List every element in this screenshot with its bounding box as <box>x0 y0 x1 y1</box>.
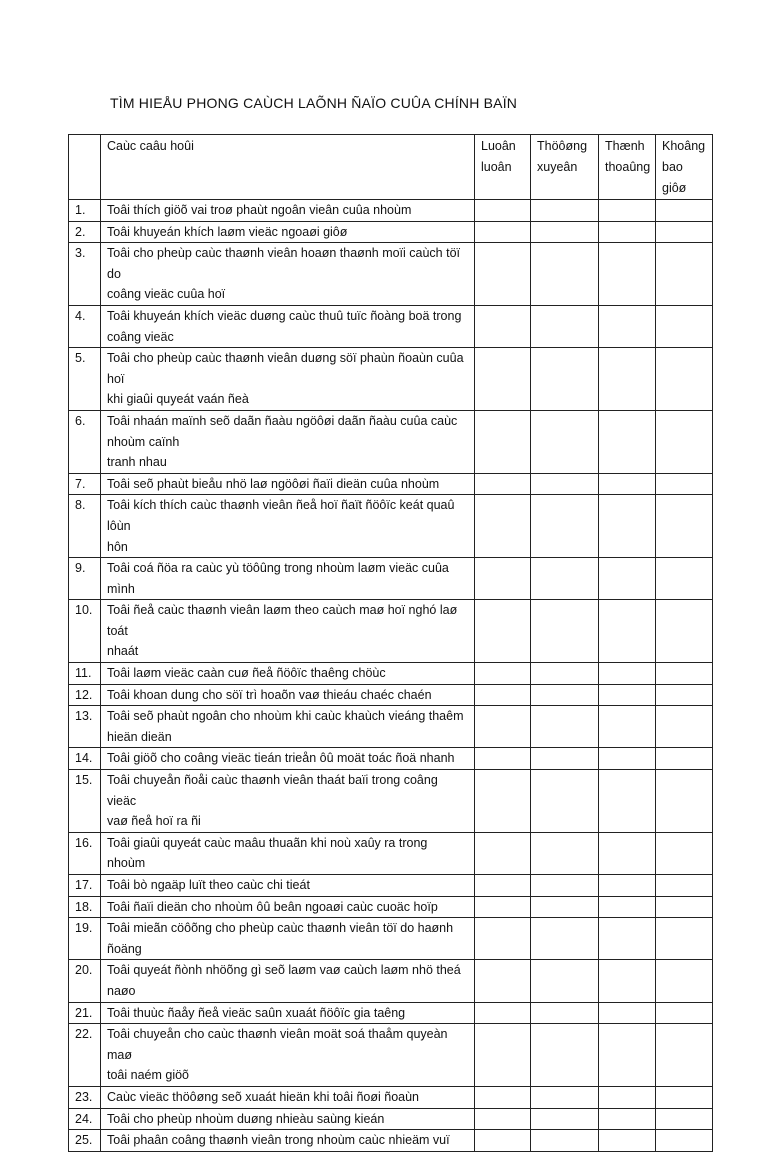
header-option-line: Luoân <box>481 139 516 153</box>
answer-cell-never[interactable] <box>656 305 713 347</box>
question-number: 8. <box>69 495 101 558</box>
leadership-style-table <box>68 134 713 1152</box>
question-text-line: hôn <box>107 539 128 554</box>
answer-cell-sometimes[interactable] <box>599 200 656 222</box>
question-number: 3. <box>69 243 101 306</box>
answer-cell-often[interactable] <box>531 495 599 558</box>
table-row <box>69 770 713 833</box>
question-text <box>101 1108 475 1130</box>
question-number: 6. <box>69 410 101 473</box>
table-row <box>69 1086 713 1108</box>
question-number: 16. <box>69 832 101 874</box>
table-row <box>69 1024 713 1087</box>
answer-cell-sometimes[interactable] <box>599 918 656 960</box>
table-row <box>69 1002 713 1024</box>
header-option-always <box>475 135 531 200</box>
answer-cell-always[interactable] <box>475 706 531 748</box>
table-row <box>69 243 713 306</box>
answer-cell-sometimes[interactable] <box>599 473 656 495</box>
answer-cell-never[interactable] <box>656 348 713 411</box>
answer-cell-often[interactable] <box>531 200 599 222</box>
question-text <box>101 1086 475 1108</box>
answer-cell-often[interactable] <box>531 1086 599 1108</box>
question-number: 12. <box>69 684 101 706</box>
answer-cell-often[interactable] <box>531 748 599 770</box>
question-text <box>101 243 475 306</box>
question-text-line: tranh nhau <box>107 455 167 470</box>
answer-cell-always[interactable] <box>475 600 531 663</box>
answer-cell-always[interactable] <box>475 558 531 600</box>
question-number: 9. <box>69 558 101 600</box>
header-questions: Caùc caâu hoûi <box>101 135 475 200</box>
answer-cell-never[interactable] <box>656 200 713 222</box>
question-text-line: Toâi phaân coâng thaønh vieân trong nhoùm caùc nhieäm vuï <box>107 1133 450 1148</box>
header-row <box>69 135 713 200</box>
answer-cell-always[interactable] <box>475 748 531 770</box>
answer-cell-often[interactable] <box>531 243 599 306</box>
answer-cell-sometimes[interactable] <box>599 832 656 874</box>
question-number: 14. <box>69 748 101 770</box>
answer-cell-never[interactable] <box>656 875 713 897</box>
table-row <box>69 684 713 706</box>
question-text-line: Toâi mieãn cöôõng cho pheùp caùc thaønh vieân töï do haønh <box>107 921 454 936</box>
header-option-line: Thænh <box>605 139 645 153</box>
header-option-sometimes <box>599 135 656 200</box>
header-option-line: luoân <box>481 160 512 174</box>
answer-cell-never[interactable] <box>656 1024 713 1087</box>
answer-cell-sometimes[interactable] <box>599 1024 656 1087</box>
answer-cell-always[interactable] <box>475 495 531 558</box>
answer-cell-never[interactable] <box>656 684 713 706</box>
answer-cell-often[interactable] <box>531 600 599 663</box>
question-text-line: khi giaûi quyeát vaán ñeà <box>107 392 249 407</box>
answer-cell-sometimes[interactable] <box>599 896 656 918</box>
table-row <box>69 896 713 918</box>
question-text-line: Toâi chuyeån cho caùc thaønh vieân moät soá thaåm quyeàn maø <box>107 1027 448 1062</box>
question-text-line: Toâi thích giöõ vai troø phaùt ngoân vieân cuûa nhoùm <box>107 203 412 217</box>
answer-cell-sometimes[interactable] <box>599 600 656 663</box>
question-text <box>101 348 475 411</box>
answer-cell-always[interactable] <box>475 663 531 685</box>
table-row <box>69 1130 713 1152</box>
answer-cell-often[interactable] <box>531 348 599 411</box>
question-number: 10. <box>69 600 101 663</box>
question-text <box>101 896 475 918</box>
header-option-line: Thöôøng <box>537 139 588 153</box>
table-row <box>69 918 713 960</box>
answer-cell-often[interactable] <box>531 706 599 748</box>
answer-cell-often[interactable] <box>531 473 599 495</box>
table-row <box>69 495 713 558</box>
table-row <box>69 410 713 473</box>
question-number: 20. <box>69 960 101 1002</box>
answer-cell-always[interactable] <box>475 305 531 347</box>
question-number: 19. <box>69 918 101 960</box>
answer-cell-often[interactable] <box>531 221 599 243</box>
question-number: 13. <box>69 706 101 748</box>
answer-cell-never[interactable] <box>656 600 713 663</box>
header-option-line: bao <box>662 160 683 174</box>
question-text-line: Toâi cho pheùp caùc thaønh vieân hoaøn thaønh moïi caùch töï do <box>107 246 461 281</box>
question-text <box>101 473 475 495</box>
answer-cell-often[interactable] <box>531 832 599 874</box>
answer-cell-sometimes[interactable] <box>599 348 656 411</box>
question-text <box>101 221 475 243</box>
answer-cell-sometimes[interactable] <box>599 960 656 1002</box>
table-row <box>69 600 713 663</box>
question-text <box>101 918 475 960</box>
answer-cell-always[interactable] <box>475 348 531 411</box>
table-row <box>69 221 713 243</box>
question-number: 21. <box>69 1002 101 1024</box>
question-text-line: Toâi thuùc ñaåy ñeå vieäc saûn xuaát ñöôïc gia taêng <box>107 1005 406 1020</box>
answer-cell-always[interactable] <box>475 1130 531 1152</box>
answer-cell-never[interactable] <box>656 1002 713 1024</box>
answer-cell-always[interactable] <box>475 770 531 833</box>
question-text-line: Toâi cho pheùp nhoùm duøng nhieàu saùng kieán <box>107 1111 385 1126</box>
question-text <box>101 960 475 1002</box>
answer-cell-never[interactable] <box>656 1108 713 1130</box>
answer-cell-sometimes[interactable] <box>599 663 656 685</box>
answer-cell-often[interactable] <box>531 896 599 918</box>
answer-cell-never[interactable] <box>656 663 713 685</box>
answer-cell-never[interactable] <box>656 832 713 874</box>
answer-cell-never[interactable] <box>656 960 713 1002</box>
question-text <box>101 200 475 222</box>
answer-cell-often[interactable] <box>531 918 599 960</box>
table-row <box>69 200 713 222</box>
answer-cell-sometimes[interactable] <box>599 875 656 897</box>
question-number: 22. <box>69 1024 101 1087</box>
answer-cell-always[interactable] <box>475 896 531 918</box>
question-text-line: Toâi khuyeán khích laøm vieäc ngoaøi giôø <box>107 224 348 239</box>
answer-cell-often[interactable] <box>531 558 599 600</box>
answer-cell-always[interactable] <box>475 960 531 1002</box>
question-text <box>101 1024 475 1087</box>
question-text-line: Toâi cho pheùp caùc thaønh vieân duøng söï phaùn ñoaùn cuûa hoï <box>107 351 464 386</box>
question-text <box>101 410 475 473</box>
page-title: TÌM HIEÅU PHONG CAÙCH LAÕNH ÑAÏO CUÛA CHÍNH BAÏN <box>110 95 518 111</box>
answer-cell-sometimes[interactable] <box>599 684 656 706</box>
table-row <box>69 960 713 1002</box>
question-number: 5. <box>69 348 101 411</box>
answer-cell-never[interactable] <box>656 558 713 600</box>
question-text-line: Toâi khoan dung cho söï trì hoaõn vaø thieáu chaéc chaén <box>107 687 432 702</box>
answer-cell-never[interactable] <box>656 243 713 306</box>
question-text <box>101 495 475 558</box>
answer-cell-often[interactable] <box>531 960 599 1002</box>
question-text <box>101 663 475 685</box>
answer-cell-often[interactable] <box>531 305 599 347</box>
question-text-line: Toâi coá ñöa ra caùc yù töôûng trong nhoùm laøm vieäc cuûa mình <box>107 561 449 596</box>
question-text-line: Toâi seõ phaùt bieåu nhö laø ngöôøi ñaïi dieän cuûa nhoùm <box>107 476 440 491</box>
answer-cell-often[interactable] <box>531 1130 599 1152</box>
table-row <box>69 706 713 748</box>
answer-cell-always[interactable] <box>475 410 531 473</box>
answer-cell-sometimes[interactable] <box>599 770 656 833</box>
answer-cell-sometimes[interactable] <box>599 1086 656 1108</box>
question-rows <box>69 200 713 1152</box>
header-option-never <box>656 135 713 200</box>
question-text-line: ñoäng <box>107 941 142 956</box>
question-text-line: toâi naém giöõ <box>107 1068 190 1083</box>
question-text <box>101 600 475 663</box>
table-row <box>69 305 713 347</box>
header-option-line: Khoâng <box>662 139 706 153</box>
question-text <box>101 684 475 706</box>
question-text-line: vaø ñeå hoï ra ñi <box>107 814 201 829</box>
header-option-line: giôø <box>662 181 687 195</box>
question-number: 24. <box>69 1108 101 1130</box>
table-row <box>69 558 713 600</box>
question-text-line: Toâi khuyeán khích vieäc duøng caùc thuû tuïc ñoàng boä trong <box>107 308 462 323</box>
question-text <box>101 875 475 897</box>
header-option-often <box>531 135 599 200</box>
header-number <box>69 135 101 200</box>
answer-cell-sometimes[interactable] <box>599 221 656 243</box>
answer-cell-never[interactable] <box>656 473 713 495</box>
question-text <box>101 706 475 748</box>
question-text-line: nhaát <box>107 644 139 659</box>
question-number: 25. <box>69 1130 101 1152</box>
answer-cell-often[interactable] <box>531 875 599 897</box>
question-text-line: Toâi giaûi quyeát caùc maâu thuaãn khi noù xaûy ra trong nhoùm <box>107 835 428 871</box>
answer-cell-often[interactable] <box>531 1108 599 1130</box>
answer-cell-always[interactable] <box>475 684 531 706</box>
answer-cell-never[interactable] <box>656 896 713 918</box>
answer-cell-never[interactable] <box>656 918 713 960</box>
table-row <box>69 875 713 897</box>
answer-cell-sometimes[interactable] <box>599 1002 656 1024</box>
answer-cell-always[interactable] <box>475 875 531 897</box>
answer-cell-always[interactable] <box>475 1086 531 1108</box>
question-text-line: Toâi laøm vieäc caàn cuø ñeå ñöôïc thaêng chöùc <box>107 666 386 681</box>
answer-cell-always[interactable] <box>475 1108 531 1130</box>
answer-cell-often[interactable] <box>531 663 599 685</box>
question-text-line: Toâi seõ phaùt ngoân cho nhoùm khi caùc khaùch vieáng thaêm <box>107 709 464 724</box>
answer-cell-often[interactable] <box>531 684 599 706</box>
question-number: 17. <box>69 875 101 897</box>
question-text-line: hieän dieän <box>107 729 172 744</box>
header-option-line: thoaûng <box>605 160 651 174</box>
table-row <box>69 748 713 770</box>
question-text-line: coâng vieäc cuûa hoï <box>107 287 226 302</box>
answer-cell-always[interactable] <box>475 1024 531 1087</box>
answer-cell-sometimes[interactable] <box>599 243 656 306</box>
answer-cell-often[interactable] <box>531 770 599 833</box>
question-text-line: Caùc vieäc thöôøng seõ xuaát hieän khi toâi ñoøi ñoaùn <box>107 1089 420 1104</box>
question-number: 18. <box>69 896 101 918</box>
question-text-line: Toâi bò ngaäp luït theo caùc chi tieát <box>107 878 310 892</box>
question-text-line: coâng vieäc <box>107 329 174 344</box>
question-text-line: Toâi ñaïi dieän cho nhoùm ôû beân ngoaøi caùc cuoäc hoïp <box>107 899 438 914</box>
question-number: 4. <box>69 305 101 347</box>
question-text <box>101 832 475 874</box>
answer-cell-sometimes[interactable] <box>599 706 656 748</box>
question-text-line: Toâi giöõ cho coâng vieäc tieán trieån ôû moät toác ñoä nhanh <box>107 751 455 766</box>
answer-cell-never[interactable] <box>656 1086 713 1108</box>
question-text-line: Toâi ñeå caùc thaønh vieân laøm theo caùch maø hoï nghó laø toát <box>107 603 458 638</box>
table-row <box>69 663 713 685</box>
answer-cell-sometimes[interactable] <box>599 410 656 473</box>
answer-cell-sometimes[interactable] <box>599 748 656 770</box>
answer-cell-never[interactable] <box>656 221 713 243</box>
question-text <box>101 558 475 600</box>
answer-cell-often[interactable] <box>531 1024 599 1087</box>
question-number: 11. <box>69 663 101 685</box>
table-row <box>69 1108 713 1130</box>
answer-cell-always[interactable] <box>475 473 531 495</box>
question-text <box>101 770 475 833</box>
question-number: 2. <box>69 221 101 243</box>
answer-cell-sometimes[interactable] <box>599 558 656 600</box>
table-row <box>69 473 713 495</box>
answer-cell-never[interactable] <box>656 706 713 748</box>
question-number: 23. <box>69 1086 101 1108</box>
answer-cell-always[interactable] <box>475 243 531 306</box>
answer-cell-never[interactable] <box>656 1130 713 1152</box>
answer-cell-always[interactable] <box>475 200 531 222</box>
question-text-line: Toâi nhaán maïnh seõ daãn ñaàu ngöôøi daãn ñaàu cuûa caùc nhoùm caïnh <box>107 413 458 449</box>
question-number: 7. <box>69 473 101 495</box>
table-row <box>69 348 713 411</box>
answer-cell-always[interactable] <box>475 1002 531 1024</box>
answer-cell-sometimes[interactable] <box>599 1108 656 1130</box>
question-text-line: Toâi chuyeån ñoåi caùc thaønh vieân thaát baïi trong coâng vieäc <box>107 773 438 808</box>
answer-cell-sometimes[interactable] <box>599 1130 656 1152</box>
answer-cell-always[interactable] <box>475 221 531 243</box>
question-text-line: Toâi quyeát ñònh nhöõng gì seõ laøm vaø caùch laøm nhö theá naøo <box>107 963 461 998</box>
answer-cell-often[interactable] <box>531 1002 599 1024</box>
question-text <box>101 748 475 770</box>
answer-cell-always[interactable] <box>475 918 531 960</box>
table-row <box>69 832 713 874</box>
answer-cell-always[interactable] <box>475 832 531 874</box>
answer-cell-never[interactable] <box>656 410 713 473</box>
question-text <box>101 1002 475 1024</box>
answer-cell-never[interactable] <box>656 770 713 833</box>
answer-cell-never[interactable] <box>656 748 713 770</box>
header-option-line: xuyeân <box>537 160 578 174</box>
answer-cell-sometimes[interactable] <box>599 495 656 558</box>
answer-cell-often[interactable] <box>531 410 599 473</box>
question-number: 1. <box>69 200 101 222</box>
question-text <box>101 305 475 347</box>
question-text <box>101 1130 475 1152</box>
answer-cell-never[interactable] <box>656 495 713 558</box>
answer-cell-sometimes[interactable] <box>599 305 656 347</box>
question-text-line: Toâi kích thích caùc thaønh vieân ñeå hoï ñaït ñöôïc keát quaû lôùn <box>107 498 455 533</box>
question-number: 15. <box>69 770 101 833</box>
